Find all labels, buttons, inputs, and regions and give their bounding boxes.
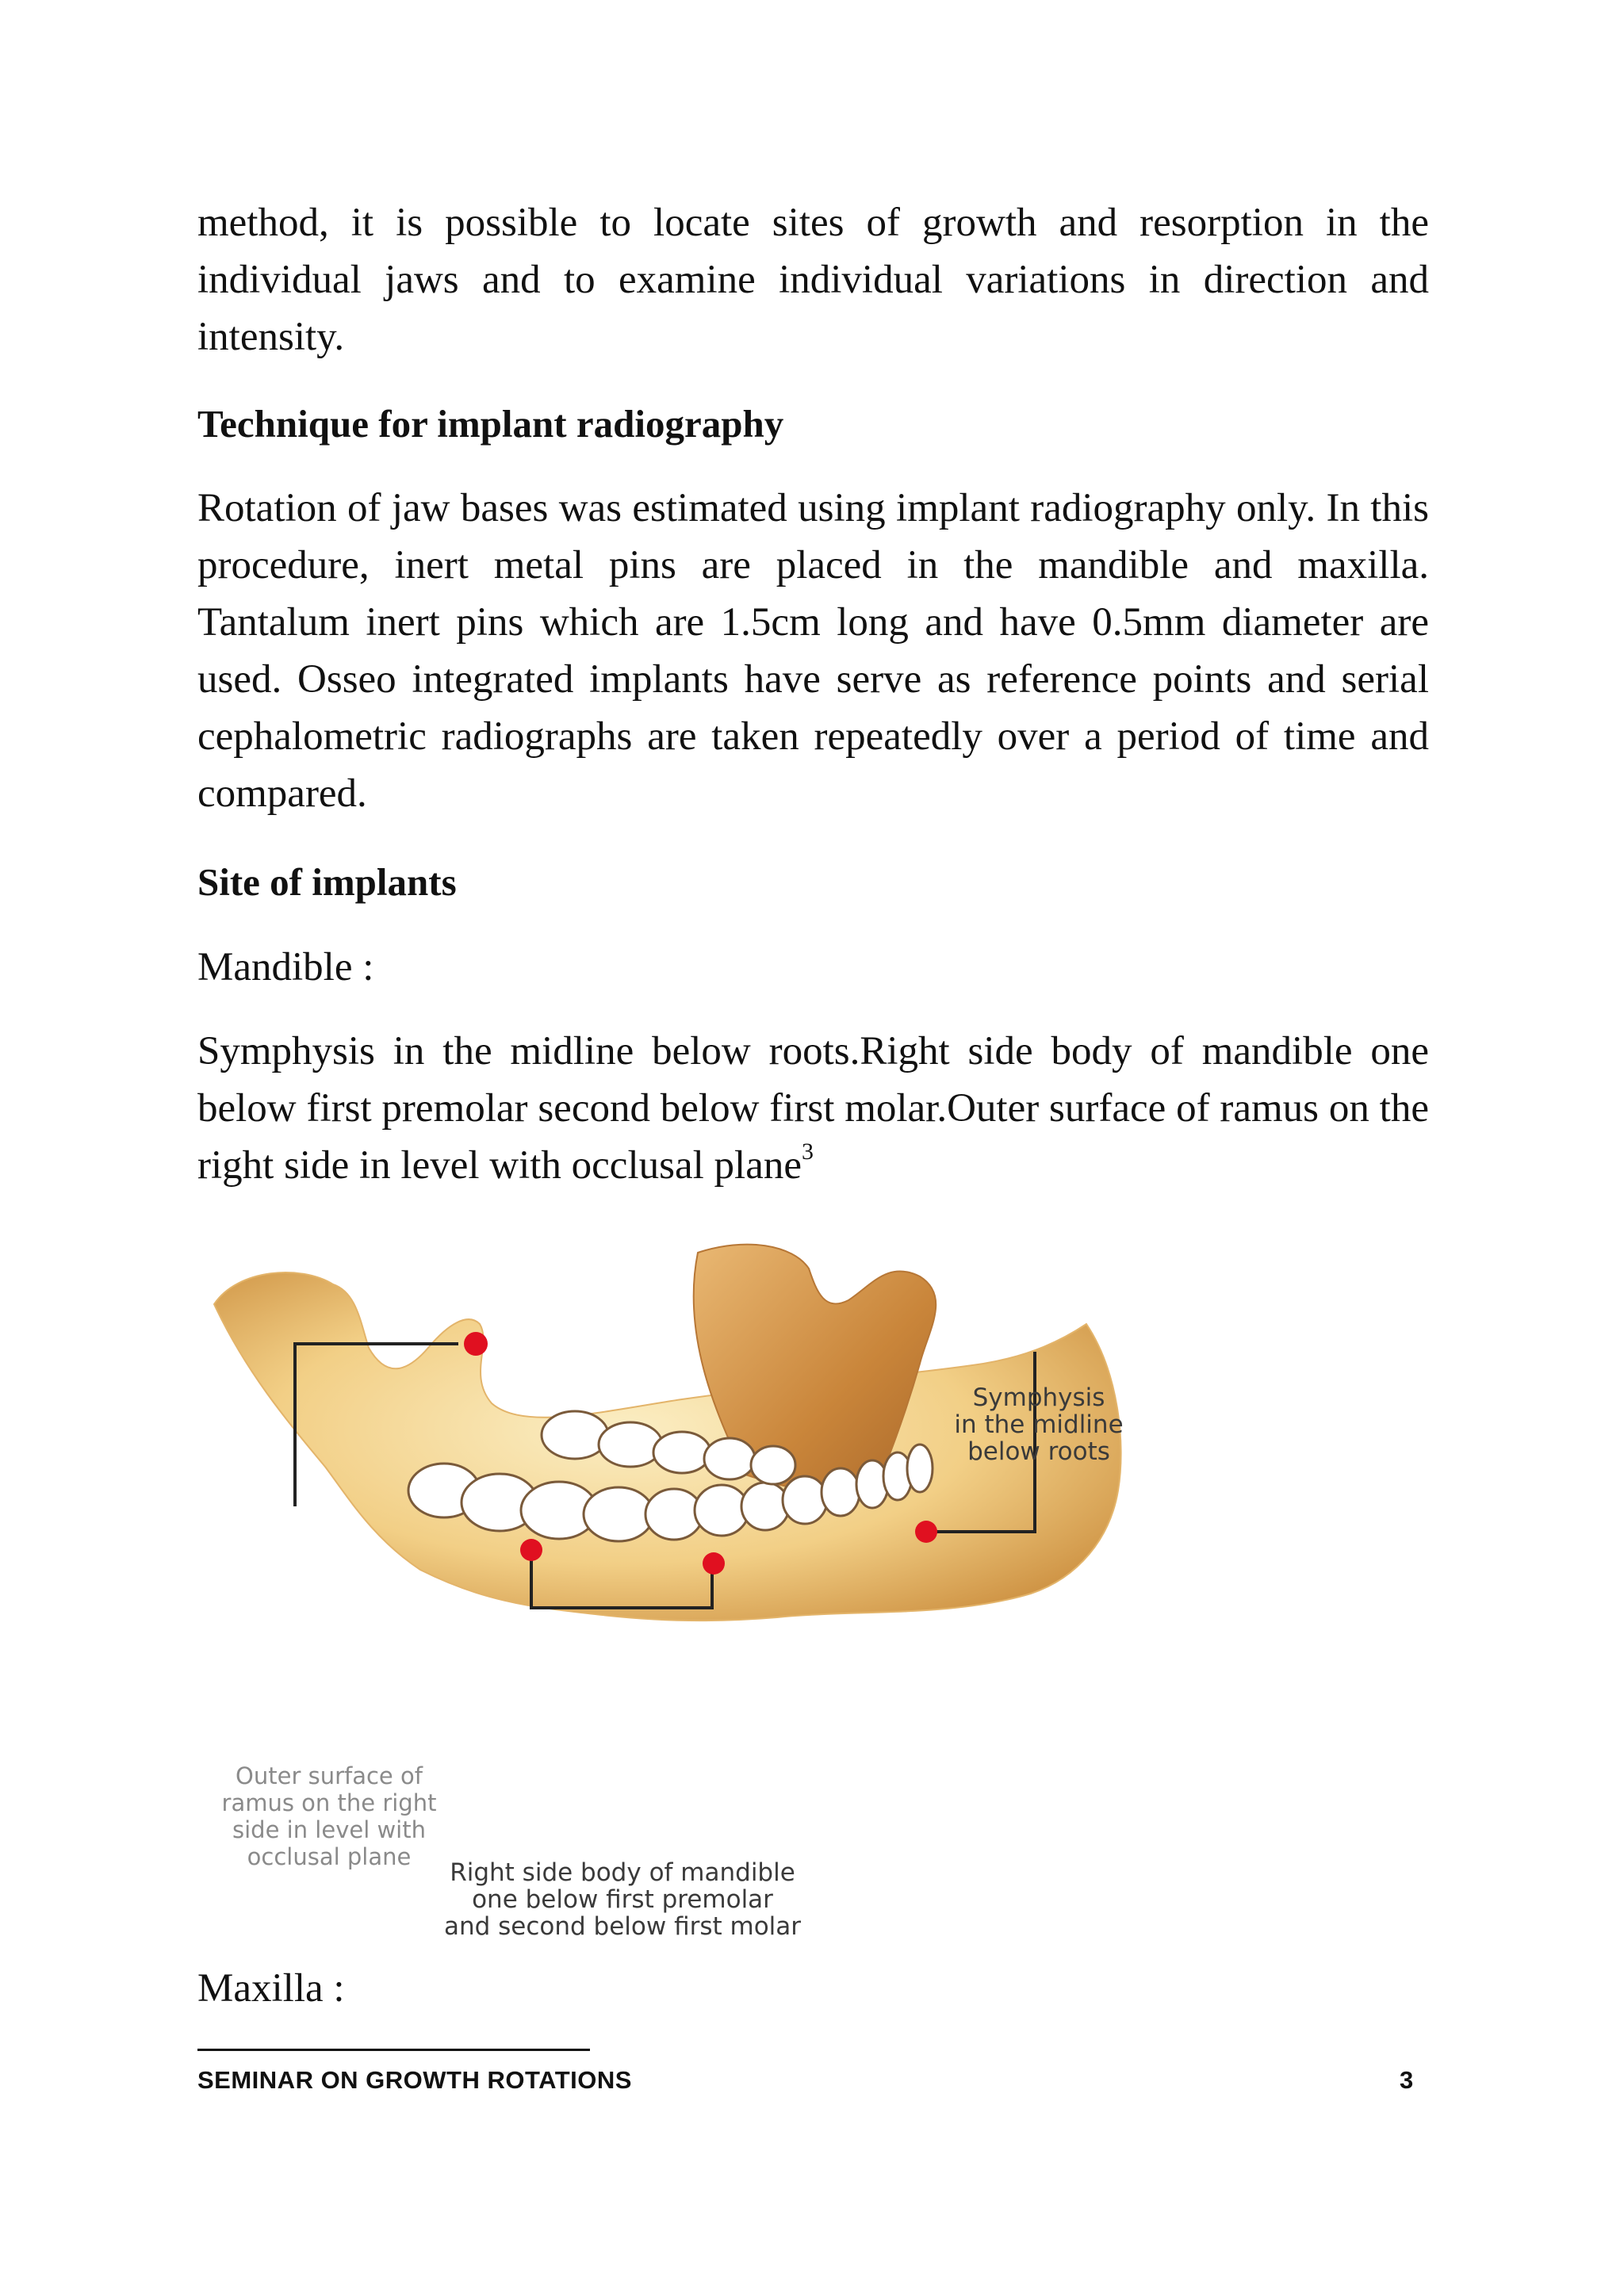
label-ramus-line-4: occlusal plane: [247, 1843, 412, 1870]
site-heading-block: [197, 859, 1429, 906]
footnote-reference: 3: [801, 1138, 814, 1165]
implant-dot-molar: [703, 1552, 725, 1575]
mandible-paragraph-text: Symphysis in the midline below roots.Right side body of mandible one below first premolar second below first molar.Outer surface of ramus on the right side in level with occlusal plane: [197, 1029, 1429, 1188]
page-number: 3: [1400, 2066, 1414, 2094]
technique-paragraph: Rotation of jaw bases was estimated using implant radiography only. In this procedure, inert metal pins are placed in the mandible and maxilla. Tantalum inert pins which are 1.5cm long and have 0.5mm diameter are used. Osseo integrated implants have serve as reference points and serial cephalometric radiographs are taken repeatedly over a period of time and compared.: [197, 486, 1429, 816]
mandible-illustration: [190, 1237, 1435, 1950]
site-heading: Site of implants: [197, 860, 457, 904]
label-ramus-line-2: ramus on the right: [221, 1789, 437, 1816]
label-body: [444, 1858, 801, 1941]
technique-heading-block: [197, 400, 1429, 448]
label-body-line-2: one below first premolar: [472, 1885, 773, 1914]
mandible-paragraph-block: [197, 1023, 1429, 1194]
maxilla-label: Maxilla :: [197, 1966, 345, 2011]
intro-paragraph: method, it is possible to locate sites of growth and resorption in the individual jaws and to examine individual variations in direction and intensity.: [197, 201, 1429, 359]
label-body-line-1: Right side body of mandible: [450, 1858, 795, 1887]
mandible-paragraph: [197, 1023, 1429, 1194]
label-body-line-3: and second below first molar: [443, 1912, 802, 1941]
implant-dot-premolar: [520, 1539, 542, 1561]
mandible-implant-figure: [190, 1237, 1435, 1950]
mandible-label-block: [197, 943, 1429, 991]
technique-heading: Technique for implant radiography: [197, 402, 784, 446]
implant-dot-symphysis: [915, 1521, 937, 1543]
label-symphysis-line-3: below roots: [967, 1437, 1110, 1466]
label-ramus-line-1: Outer surface of: [236, 1762, 423, 1789]
intro-paragraph-block: [197, 194, 1429, 365]
label-symphysis: [954, 1383, 1123, 1466]
label-ramus: [222, 1762, 437, 1870]
footer-title: SEMINAR ON GROWTH ROTATIONS: [197, 2066, 632, 2094]
mandible-label: Mandible :: [197, 945, 374, 989]
implant-dot-ramus: [464, 1332, 488, 1356]
maxilla-label-block: [197, 1965, 1429, 2012]
footer-divider: [197, 2049, 590, 2051]
label-symphysis-line-2: in the midline: [954, 1410, 1124, 1439]
label-symphysis-line-1: Symphysis: [972, 1383, 1105, 1412]
label-ramus-line-3: side in level with: [232, 1816, 426, 1843]
technique-paragraph-block: [197, 480, 1429, 822]
